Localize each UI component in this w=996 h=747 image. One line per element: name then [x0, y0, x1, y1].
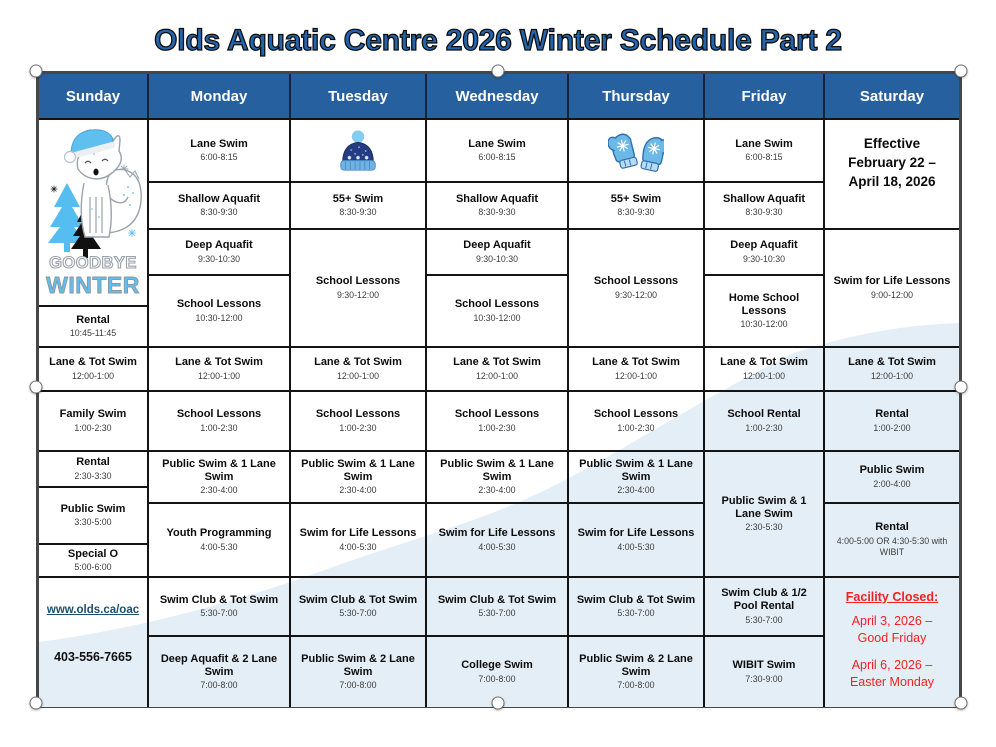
selection-handle-bottom-left[interactable]: [30, 697, 43, 710]
column-wednesday: [427, 120, 569, 707]
cell-time: 5:30-7:00: [200, 608, 238, 619]
cell-time: 7:00-8:00: [617, 680, 655, 690]
effective-line2: February 22 –: [848, 154, 936, 170]
cell-title: Public Swim & 1 Lane Swim: [440, 457, 554, 483]
closed-event-good-friday: [852, 613, 933, 647]
header-monday[interactable]: Monday: [149, 74, 291, 118]
thursday-public-1lane-cell[interactable]: [569, 452, 703, 504]
cell-time: 10:30-12:00: [195, 312, 243, 323]
cell-title: Rental: [875, 408, 909, 421]
friday-shallow-aquafit-cell[interactable]: [705, 183, 823, 230]
cell-title: School Lessons: [315, 408, 401, 421]
cell-title: Swim Club & 1/2 Pool Rental: [721, 587, 807, 613]
tuesday-public-1lane-cell[interactable]: [291, 452, 425, 504]
cell-title: Swim Club & Tot Swim: [159, 593, 279, 606]
cell-title: Shallow Aquafit: [455, 192, 539, 205]
cell-time: 9:30-10:30: [197, 253, 241, 264]
wednesday-swim-for-life-cell[interactable]: [427, 504, 567, 578]
wednesday-public-1lane-cell[interactable]: [427, 452, 567, 504]
selection-handle-top-center[interactable]: [492, 65, 505, 78]
cell-title: Lane & Tot Swim: [49, 356, 137, 369]
cell-title: Lane Swim: [190, 137, 248, 150]
cell-title: Deep Aquafit: [463, 239, 531, 252]
cell-title: 55+ Swim: [332, 192, 384, 205]
effective-line3: April 18, 2026: [848, 173, 936, 189]
thursday-lane-tot-cell[interactable]: [569, 348, 703, 392]
cell-title: Youth Programming: [166, 527, 272, 540]
tuesday-55-swim-cell[interactable]: [291, 183, 425, 230]
tuesday-public-2lane-cell[interactable]: [291, 637, 425, 707]
cell-title: Rental: [76, 313, 110, 326]
cell-time: 2:30-3:30: [74, 470, 112, 481]
wednesday-lane-swim-cell[interactable]: [427, 120, 567, 183]
cell-title: Lane & Tot Swim: [453, 356, 541, 369]
column-sunday: [39, 120, 149, 707]
cell-title: Public Swim: [859, 464, 925, 477]
selection-handle-bottom-right[interactable]: [955, 697, 968, 710]
cell-title: WIBIT Swim: [732, 659, 796, 672]
cell-time: 2:30-4:00: [478, 485, 516, 495]
cell-time: 8:30-9:30: [745, 207, 783, 218]
sunday-contact-cell[interactable]: [39, 578, 147, 707]
header-saturday[interactable]: Saturday: [859, 87, 925, 105]
header-thursday[interactable]: Thursday: [569, 74, 705, 118]
cell-title: Public Swim & 2 Lane Swim: [301, 652, 415, 678]
cell-time: 4:00-5:30: [478, 541, 516, 552]
column-thursday: [569, 120, 705, 707]
winter-hat-icon: [335, 128, 381, 174]
monday-lane-swim-cell[interactable]: [149, 120, 289, 183]
saturday-swim-for-life-cell[interactable]: [825, 230, 959, 348]
cell-time: 2:30-4:00: [200, 485, 238, 495]
cell-time: 7:00-8:00: [478, 673, 516, 684]
friday-lane-tot-cell[interactable]: [705, 348, 823, 392]
wednesday-school-lessons-am-cell[interactable]: [427, 276, 567, 348]
schedule-table[interactable]: [36, 71, 962, 708]
cell-time: 5:30-7:00: [745, 614, 783, 625]
cell-title: Deep Aquafit & 2 Lane Swim: [160, 652, 278, 678]
cell-title: Public Swim & 1 Lane Swim: [162, 457, 276, 483]
cell-title: Swim for Life Lessons: [299, 527, 417, 540]
cell-time: 1:00-2:30: [200, 422, 238, 433]
cell-time: 1:00-2:00: [873, 422, 911, 433]
closed-date: April 6, 2026 –: [851, 657, 933, 672]
website-link[interactable]: www.olds.ca/oac: [46, 604, 140, 616]
cell-time: 7:00-8:00: [339, 680, 377, 690]
facility-closed-heading: Facility Closed:: [845, 590, 939, 604]
cell-time: 7:00-8:00: [200, 680, 238, 690]
cell-title: Lane & Tot Swim: [592, 356, 680, 369]
cell-title: Shallow Aquafit: [177, 192, 261, 205]
closed-name: Easter Monday: [849, 674, 935, 689]
cell-time: 9:30-10:30: [742, 253, 786, 264]
cell-time: 1:00-2:30: [617, 422, 655, 433]
cell-title: Deep Aquafit: [185, 239, 253, 252]
cell-title: Rental: [875, 521, 909, 534]
saturday-effective-cell[interactable]: [825, 120, 959, 230]
phone-number: 403-556-7665: [54, 650, 132, 664]
selection-handle-top-left[interactable]: [30, 65, 43, 78]
saturday-facility-closed-cell[interactable]: [825, 578, 959, 707]
cell-time: 7:30-9:00: [745, 673, 783, 684]
cell-time: 2:30-5:30: [745, 522, 783, 532]
cell-time: 12:00-1:00: [336, 370, 380, 381]
selection-handle-middle-right[interactable]: [955, 381, 968, 394]
cell-time: 5:00-6:00: [74, 562, 112, 573]
monday-lane-tot-cell[interactable]: [149, 348, 289, 392]
cell-title: Public Swim: [60, 502, 126, 515]
cell-time: 6:00-8:15: [745, 152, 783, 163]
cell-time: 2:00-4:00: [873, 478, 911, 489]
cell-time: 4:00-5:00 OR 4:30-5:30 with WIBIT: [836, 535, 948, 558]
thursday-icon-cell[interactable]: [569, 120, 703, 183]
cell-title: Public Swim & 2 Lane Swim: [579, 652, 693, 678]
cell-title: Lane & Tot Swim: [848, 356, 936, 369]
cell-time: 12:00-1:00: [197, 370, 241, 381]
effective-line1: Effective: [863, 136, 921, 151]
tuesday-swim-for-life-cell[interactable]: [291, 504, 425, 578]
friday-wibit-swim-cell[interactable]: [705, 637, 823, 707]
cell-time: 12:00-1:00: [475, 370, 519, 381]
cell-title: Swim for Life Lessons: [833, 275, 951, 288]
closed-date: April 3, 2026 –: [851, 614, 933, 628]
cell-time: 10:45-11:45: [69, 328, 117, 339]
cell-time: 2:30-4:00: [617, 485, 655, 495]
cell-time: 8:30-9:30: [339, 207, 377, 218]
sunday-family-swim-cell[interactable]: [39, 392, 147, 452]
cell-title: Lane & Tot Swim: [720, 356, 808, 369]
cell-title: Lane Swim: [735, 137, 793, 150]
column-tuesday: [291, 120, 427, 707]
sunday-public-swim-cell[interactable]: [39, 488, 147, 545]
goodbye-winter-fox-image: [39, 120, 147, 307]
wednesday-lane-tot-cell[interactable]: [427, 348, 567, 392]
cell-title: Public Swim & 1 Lane Swim: [301, 457, 415, 483]
cell-title: School Lessons: [593, 408, 679, 421]
fox-illustration: [40, 121, 146, 304]
saturday-rental-wibit-cell[interactable]: [825, 504, 959, 578]
closed-event-easter-monday: [850, 657, 934, 691]
cell-time: 9:30-12:00: [336, 289, 380, 300]
cell-title: Public Swim & 1 Lane Swim: [721, 494, 807, 520]
thursday-55-swim-cell[interactable]: [569, 183, 703, 230]
selection-handle-top-right[interactable]: [955, 65, 968, 78]
winter-text: WINTER: [46, 272, 140, 298]
monday-school-lessons-pm-cell[interactable]: [149, 392, 289, 452]
cell-title: School Lessons: [315, 275, 401, 288]
friday-lane-swim-cell[interactable]: [705, 120, 823, 183]
cell-title: Lane & Tot Swim: [175, 356, 263, 369]
monday-swim-club-cell[interactable]: [149, 578, 289, 637]
header-friday[interactable]: Friday: [705, 74, 825, 118]
friday-public-1lane-cell[interactable]: [705, 452, 823, 578]
cell-time: 3:30-5:00: [74, 517, 112, 528]
cell-time: 12:00-1:00: [614, 370, 658, 381]
cell-title: School Lessons: [454, 298, 540, 311]
cell-time: 10:30-12:00: [740, 319, 788, 329]
cell-time: 4:00-5:30: [339, 541, 377, 552]
cell-title: Lane & Tot Swim: [314, 356, 402, 369]
cell-time: 2:30-4:00: [339, 485, 377, 495]
cell-title: Deep Aquafit: [730, 239, 798, 252]
friday-deep-aquafit-cell[interactable]: [705, 230, 823, 276]
tuesday-school-lessons-am-cell[interactable]: [291, 230, 425, 348]
wednesday-shallow-aquafit-cell[interactable]: [427, 183, 567, 230]
wednesday-school-lessons-pm-cell[interactable]: [427, 392, 567, 452]
cell-title: Shallow Aquafit: [722, 192, 806, 205]
cell-time: 8:30-9:30: [200, 207, 238, 218]
cell-title: 55+ Swim: [610, 192, 662, 205]
cell-time: 5:30-7:00: [478, 608, 516, 619]
cell-time: 1:00-2:30: [74, 422, 112, 433]
monday-deep-aquafit-cell[interactable]: [149, 230, 289, 276]
cell-title: Public Swim & 1 Lane Swim: [579, 457, 693, 483]
cell-time: 4:00-5:30: [200, 541, 238, 552]
effective-dates: [848, 122, 936, 192]
cell-title: Special O: [67, 547, 119, 560]
header-tuesday[interactable]: Tuesday: [291, 74, 427, 118]
cell-title: School Lessons: [593, 275, 679, 288]
saturday-lane-tot-cell[interactable]: [825, 348, 959, 392]
cell-title: Rental: [76, 456, 110, 469]
cell-title: School Lessons: [176, 408, 262, 421]
thursday-swim-club-cell[interactable]: [569, 578, 703, 637]
cell-time: 12:00-1:00: [71, 370, 115, 381]
cell-time: 1:00-2:30: [745, 422, 783, 433]
friday-home-school-cell[interactable]: [705, 276, 823, 348]
tuesday-icon-cell[interactable]: [291, 120, 425, 183]
column-saturday: [825, 120, 959, 707]
monday-shallow-aquafit-cell[interactable]: [149, 183, 289, 230]
cell-title: College Swim: [461, 659, 533, 672]
cell-title: Home School Lessons: [728, 291, 800, 317]
cell-time: 9:30-10:30: [475, 253, 519, 264]
thursday-public-2lane-cell[interactable]: [569, 637, 703, 707]
cell-title: Swim Club & Tot Swim: [298, 593, 418, 606]
cell-title: Lane Swim: [468, 137, 526, 150]
thursday-school-lessons-am-cell[interactable]: [569, 230, 703, 348]
cell-time: 1:00-2:30: [339, 422, 377, 433]
selection-handle-middle-left[interactable]: [30, 381, 43, 394]
cell-time: 10:30-12:00: [473, 312, 521, 323]
wednesday-deep-aquafit-cell[interactable]: [427, 230, 567, 276]
thursday-swim-for-life-cell[interactable]: [569, 504, 703, 578]
cell-title: Swim Club & Tot Swim: [576, 593, 696, 606]
monday-youth-programming-cell[interactable]: [149, 504, 289, 578]
cell-time: 5:30-7:00: [617, 608, 655, 619]
tuesday-lane-tot-cell[interactable]: [291, 348, 425, 392]
header-sunday[interactable]: Sunday: [39, 74, 149, 118]
cell-title: School Lessons: [176, 298, 262, 311]
saturday-rental-1-cell[interactable]: [825, 392, 959, 452]
sunday-lane-tot-cell[interactable]: [39, 348, 147, 392]
cell-time: 9:00-12:00: [870, 289, 914, 300]
cell-title: School Lessons: [454, 408, 540, 421]
selection-handle-bottom-center[interactable]: [492, 697, 505, 710]
cell-time: 1:00-2:30: [478, 422, 516, 433]
cell-time: 4:00-5:30: [617, 541, 655, 552]
cell-time: 9:30-12:00: [614, 289, 658, 300]
cell-title: Family Swim: [59, 408, 127, 421]
cell-time: 8:30-9:30: [478, 207, 516, 218]
cell-time: 6:00-8:15: [200, 152, 238, 163]
goodbye-text: GOODBYE: [49, 254, 137, 272]
friday-swim-club-half-pool-cell[interactable]: [705, 578, 823, 637]
column-friday: [705, 120, 825, 707]
cell-title: Swim Club & Tot Swim: [437, 593, 557, 606]
schedule-title: Olds Aquatic Centre 2026 Winter Schedule Part 2: [154, 24, 842, 57]
cell-time: 6:00-8:15: [478, 152, 516, 163]
friday-school-rental-cell[interactable]: [705, 392, 823, 452]
sunday-rental-am-cell[interactable]: [39, 307, 147, 348]
sunday-special-o-cell[interactable]: [39, 545, 147, 578]
cell-time: 5:30-7:00: [339, 608, 377, 619]
monday-public-1lane-cell[interactable]: [149, 452, 289, 504]
monday-deep-aquafit-2lane-cell[interactable]: [149, 637, 289, 707]
cell-time: 12:00-1:00: [870, 370, 914, 381]
tuesday-school-lessons-pm-cell[interactable]: [291, 392, 425, 452]
monday-school-lessons-am-cell[interactable]: [149, 276, 289, 348]
header-wednesday[interactable]: Wednesday: [427, 74, 569, 118]
cell-title: Swim for Life Lessons: [438, 527, 556, 540]
thursday-school-lessons-pm-cell[interactable]: [569, 392, 703, 452]
saturday-public-swim-cell[interactable]: [825, 452, 959, 504]
sunday-rental-pm-cell[interactable]: [39, 452, 147, 488]
cell-title: School Rental: [727, 408, 801, 421]
mittens-icon: [608, 129, 664, 173]
cell-time: 12:00-1:00: [742, 370, 786, 381]
schedule-body: [39, 120, 959, 707]
closed-name: Good Friday: [857, 630, 927, 645]
wednesday-swim-club-cell[interactable]: [427, 578, 567, 637]
day-header-row: [39, 74, 959, 120]
tuesday-swim-club-cell[interactable]: [291, 578, 425, 637]
cell-time: 8:30-9:30: [617, 207, 655, 218]
column-monday: [149, 120, 291, 707]
cell-title: Swim for Life Lessons: [577, 527, 695, 540]
